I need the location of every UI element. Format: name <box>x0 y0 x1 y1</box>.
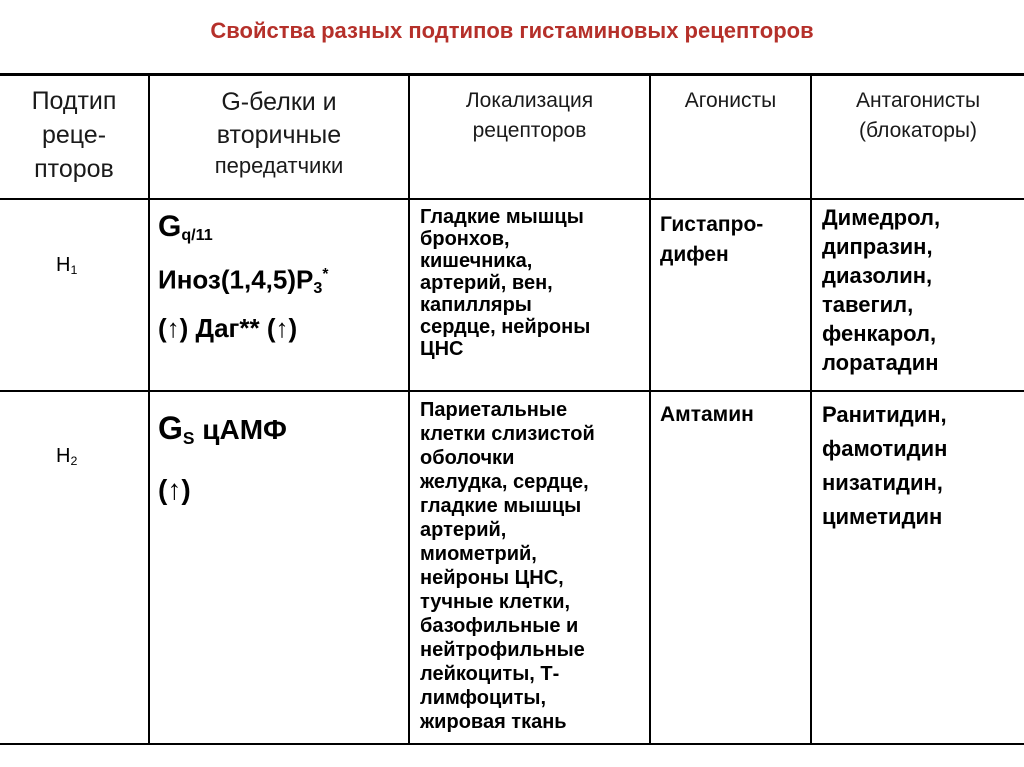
up-arrow-icon: ↑ <box>167 473 182 505</box>
header-antagonists: Антагонисты (блокаторы) <box>855 89 981 142</box>
title-divider <box>0 73 1024 76</box>
row2-subtype: $H_2$ <box>56 445 78 468</box>
table-line <box>408 76 410 745</box>
header-subtype: Подтип реце- пторов <box>31 87 117 183</box>
table-line <box>0 743 1024 745</box>
row1-agonists: Гистапро- дифен <box>660 213 764 266</box>
table-line <box>810 76 812 745</box>
header-gproteins: G-белки и вторичные передатчики <box>214 88 344 178</box>
table-line <box>0 198 1024 200</box>
row1-subtype: $H_1$ <box>56 254 78 277</box>
row1-antagonists: Димедрол, дипразин, диазолин, тавегил, фенкарол, лоратадин <box>822 205 941 375</box>
row2-agonists: Амтамин <box>660 403 754 426</box>
header-agonists: Агонисты <box>684 89 777 112</box>
header-localization: Локализация рецепторов <box>465 89 594 142</box>
up-arrow-icon: ↑ <box>275 313 289 344</box>
row2-localization: Париетальные клетки слизистой оболочки желудка, сердце, гладкие мышцы артерий, миометрий, нейроны ЦНС, тучные клетки, базофильные и нейтрофильные лейкоциты, Т- лимфоциты, жировая ткань <box>420 399 595 733</box>
row2-antagonists: Ранитидин, фамотидин низатидин, циметидин <box>822 402 948 529</box>
row1-gprotein: $G_{q/11}$ $Иноз(1,4,5)P_3^*$ (↑) Даг** (↑) <box>158 210 329 344</box>
row2-gprotein: $G_S$ цАМФ (↑) <box>158 410 287 505</box>
up-arrow-icon: ↑ <box>166 313 180 344</box>
table-line <box>649 76 651 745</box>
row1-localization: Гладкие мышцы бронхов, кишечника, артерий, вен, капилляры сердце, нейроны ЦНС <box>420 206 591 360</box>
slide-title: Свойства разных подтипов гистаминовых рецепторов <box>210 18 814 43</box>
table-line <box>0 390 1024 392</box>
